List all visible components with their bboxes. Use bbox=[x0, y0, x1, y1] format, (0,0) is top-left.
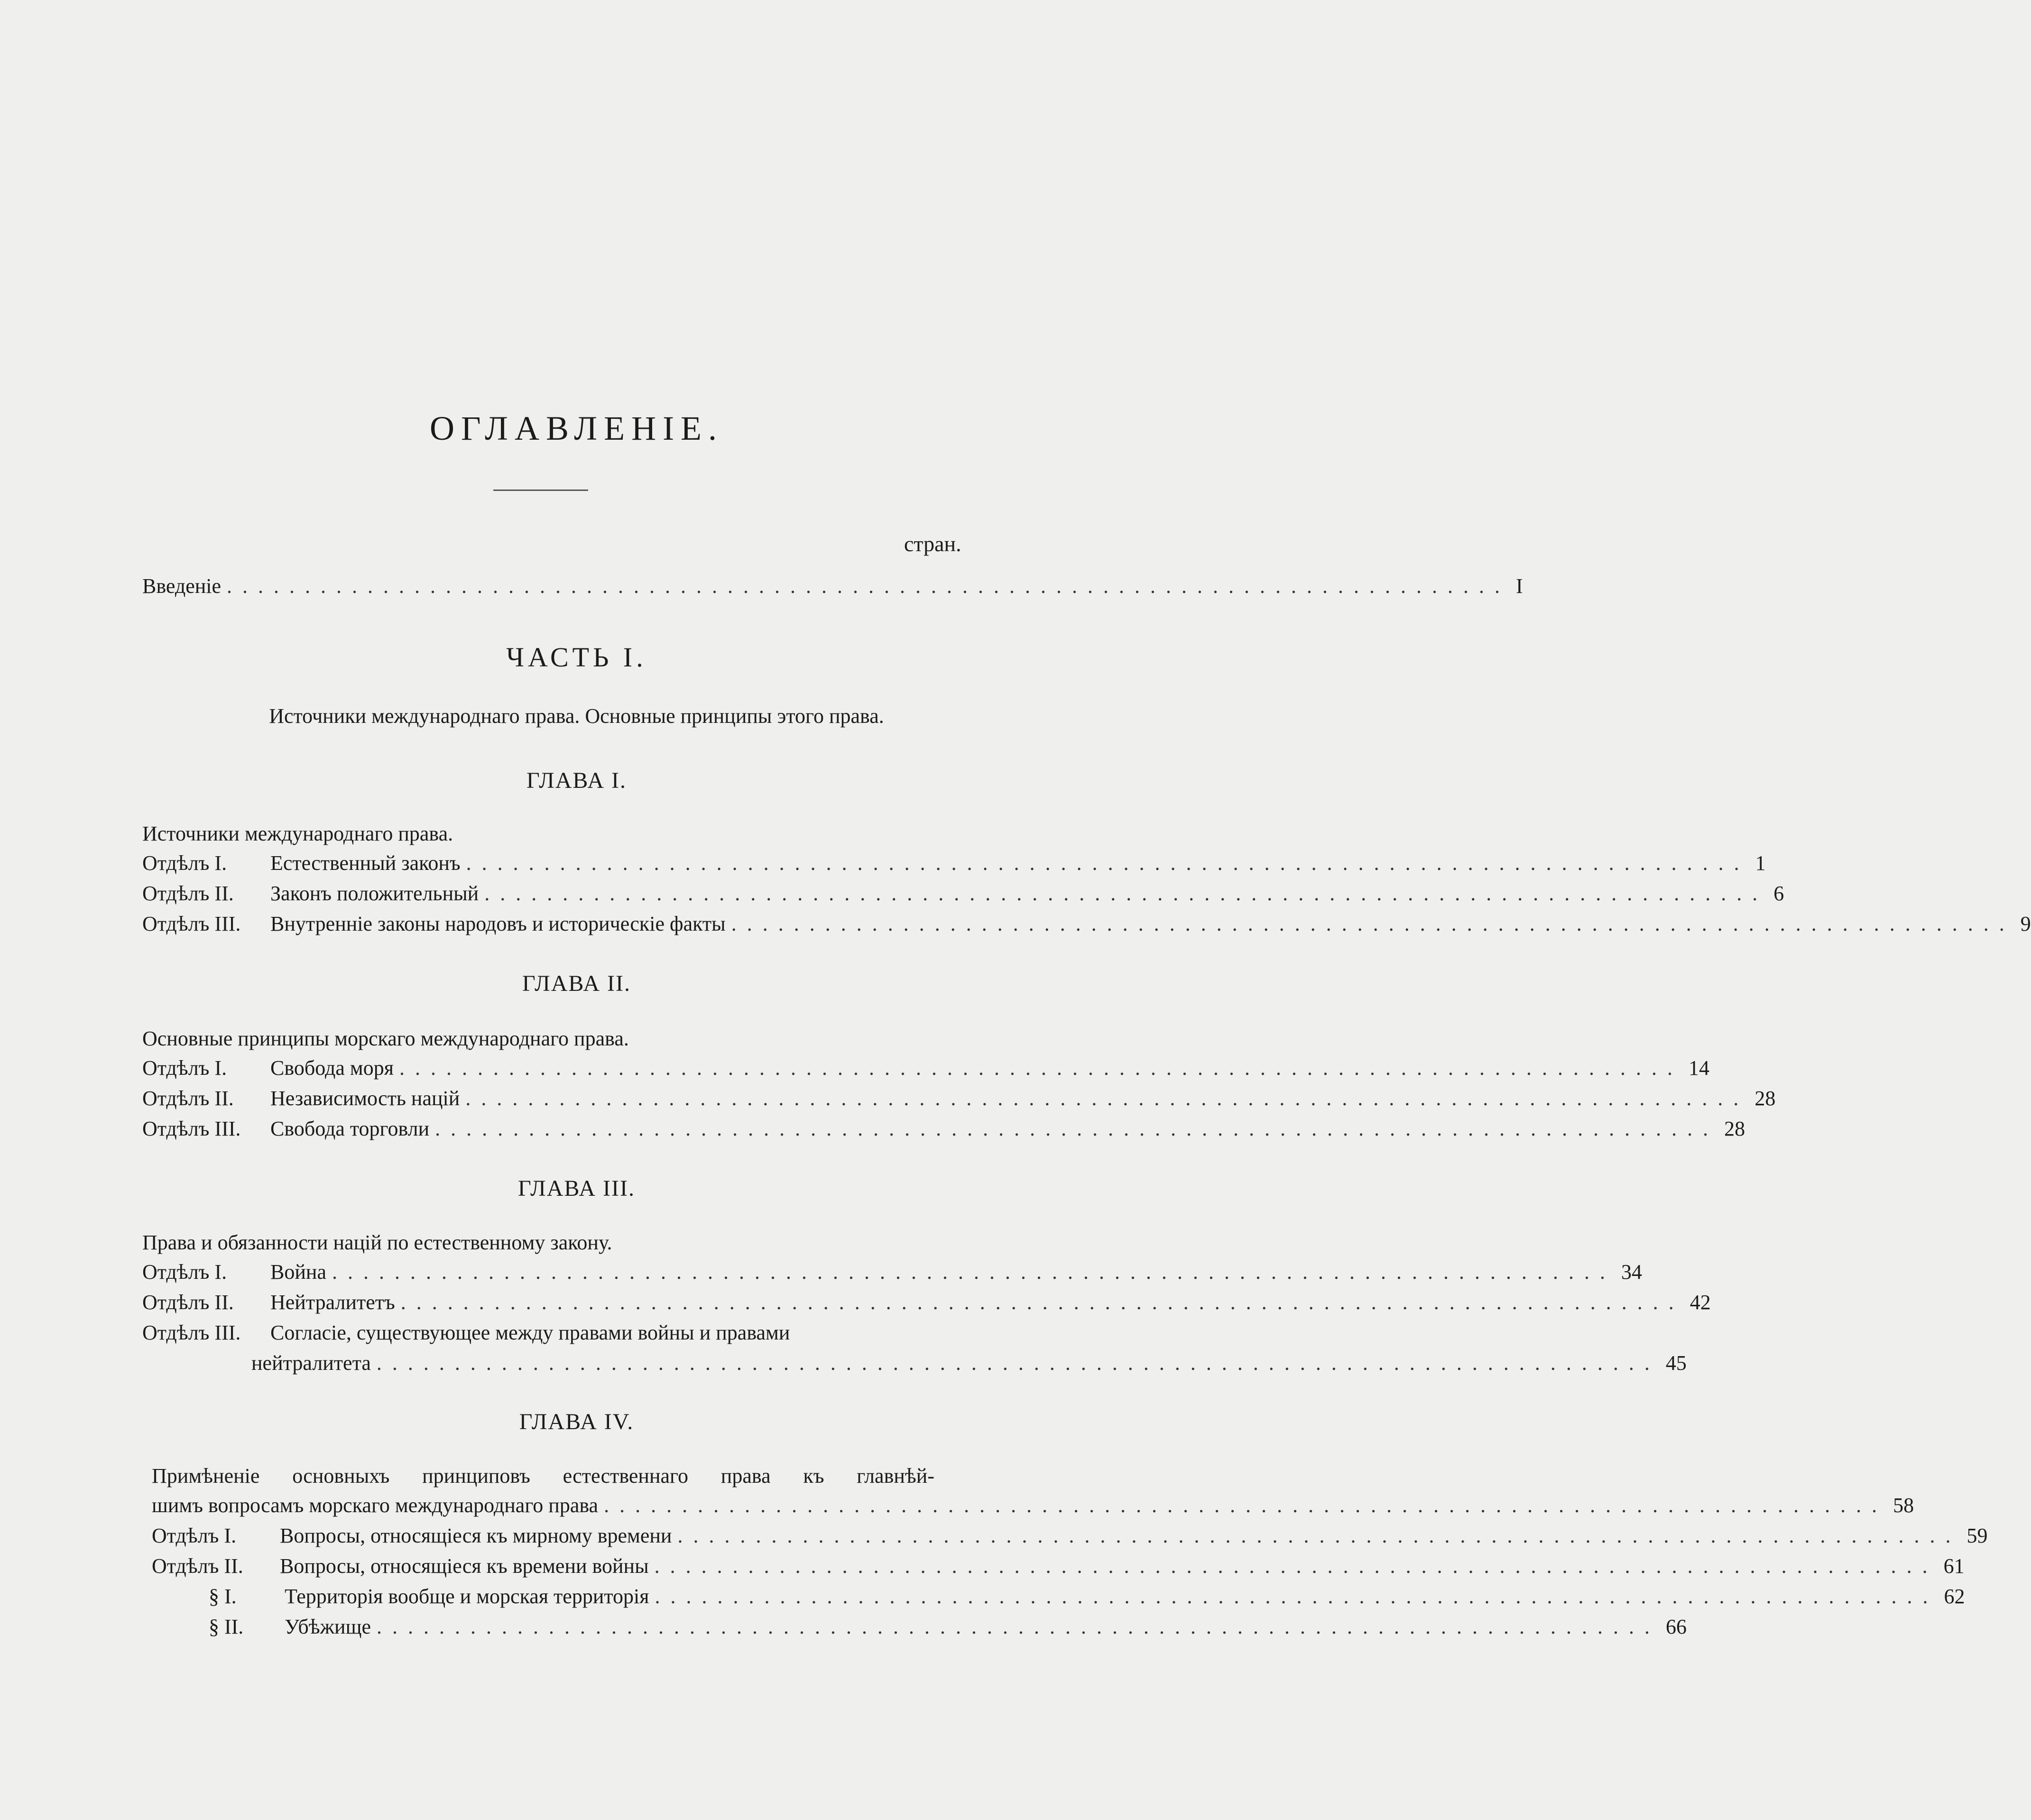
leader-dots: .................................................................................. bbox=[376, 1351, 1660, 1375]
chapter-title: ГЛАВА I. bbox=[526, 768, 627, 793]
toc-entry bbox=[152, 1554, 1965, 1582]
leader-dots: .................................................................................. bbox=[655, 1585, 1939, 1608]
entry-text: шимъ вопросамъ морскаго международнаго права bbox=[152, 1494, 599, 1517]
entry-prefix: § II. bbox=[209, 1615, 244, 1638]
leader-dots: .................................................................................. bbox=[465, 1087, 1749, 1110]
toc-entry bbox=[142, 1290, 1711, 1319]
entry-text: Война bbox=[270, 1260, 326, 1284]
toc-entry bbox=[142, 1260, 1642, 1288]
entry-page: 58 bbox=[1893, 1494, 1914, 1517]
title-rule bbox=[493, 490, 588, 491]
entry-text: Согласіе, существующее между правами войны и правами bbox=[270, 1321, 790, 1344]
entry-page: 45 bbox=[1665, 1351, 1687, 1375]
entry-text: Внутренніе законы народовъ и историческіе факты bbox=[270, 912, 726, 935]
entry-prefix: Отдѣлъ III. bbox=[142, 1117, 241, 1140]
toc-entry bbox=[142, 1056, 1709, 1084]
leader-dots: .................................................................................. bbox=[484, 882, 1768, 905]
toc-entry bbox=[142, 1321, 977, 1349]
entry-text: Убѣжище bbox=[285, 1615, 371, 1638]
entry-prefix: Отдѣлъ II. bbox=[142, 1087, 234, 1110]
chapter-title: ГЛАВА IV. bbox=[519, 1409, 634, 1434]
toc-sub-entry bbox=[209, 1615, 1687, 1643]
part-subtitle: Источники международнаго права. Основные принципы этого права. bbox=[269, 704, 884, 728]
entry-page: 1 bbox=[1755, 851, 1766, 875]
entry-text: Свобода моря bbox=[270, 1056, 394, 1080]
toc-entry bbox=[152, 1493, 1914, 1522]
entry-text: нейтралитета bbox=[251, 1351, 371, 1375]
entry-text: Территорія вообще и морская территорія bbox=[285, 1585, 649, 1608]
leader-dots: .................................................................................. bbox=[604, 1494, 1888, 1517]
toc-sub-entry bbox=[209, 1584, 1965, 1613]
leader-dots: .................................................................................. bbox=[731, 912, 2015, 935]
toc-entry bbox=[142, 1086, 1776, 1115]
leader-dots: .................................................................................. bbox=[654, 1554, 1938, 1578]
leader-dots: .................................................................................. bbox=[227, 574, 1511, 598]
entry-text: Свобода торговли bbox=[270, 1117, 430, 1140]
leader-dots: .................................................................................. bbox=[677, 1524, 1961, 1547]
entry-page: 28 bbox=[1754, 1087, 1776, 1110]
entry-page: 62 bbox=[1944, 1585, 1965, 1608]
entry-text: Законъ положительный bbox=[270, 882, 479, 905]
entry-text: Введеніе bbox=[142, 574, 222, 598]
entry-prefix: Отдѣлъ I. bbox=[142, 1260, 227, 1284]
pages-column-label: стран. bbox=[904, 532, 961, 556]
chapter-title: ГЛАВА II. bbox=[522, 971, 631, 996]
entry-prefix: § I. bbox=[209, 1585, 237, 1608]
toc-entry bbox=[142, 1117, 1745, 1145]
leader-dots: .................................................................................. bbox=[399, 1056, 1683, 1080]
entry-page: I bbox=[1516, 574, 1523, 598]
chapter-heading: Источники международнаго права. bbox=[142, 822, 453, 845]
leader-dots: .................................................................................. bbox=[377, 1615, 1661, 1638]
entry-prefix: Отдѣлъ I. bbox=[152, 1524, 237, 1547]
entry-page: 9 bbox=[2020, 912, 2031, 935]
entry-text: Независимость націй bbox=[270, 1087, 460, 1110]
chapter-title: ГЛАВА III. bbox=[518, 1176, 635, 1201]
entry-page: 61 bbox=[1943, 1554, 1965, 1578]
entry-page: 14 bbox=[1688, 1056, 1709, 1080]
page-title: ОГЛАВЛЕНІЕ. bbox=[429, 409, 724, 447]
entry-page: 59 bbox=[1966, 1524, 1988, 1547]
toc-entry bbox=[152, 1524, 1988, 1552]
toc-entry-intro bbox=[142, 574, 1523, 602]
toc-entry-continuation bbox=[251, 1351, 1687, 1379]
entry-prefix: Отдѣлъ III. bbox=[142, 1321, 241, 1344]
chapter-heading: Примѣненіе основныхъ принциповъ естественнаго права къ главнѣй- bbox=[152, 1464, 934, 1487]
chapter-heading: Права и обязанности націй по естественному закону. bbox=[142, 1231, 612, 1254]
entry-prefix: Отдѣлъ II. bbox=[142, 882, 234, 905]
entry-prefix: Отдѣлъ II. bbox=[142, 1291, 234, 1314]
toc-entry bbox=[142, 912, 2031, 940]
leader-dots: .................................................................................. bbox=[400, 1291, 1684, 1314]
entry-prefix: Отдѣлъ III. bbox=[142, 912, 241, 935]
entry-prefix: Отдѣлъ I. bbox=[142, 1056, 227, 1080]
entry-prefix: Отдѣлъ I. bbox=[142, 851, 227, 875]
part-title: ЧАСТЬ I. bbox=[506, 642, 647, 673]
leader-dots: .................................................................................. bbox=[435, 1117, 1719, 1140]
entry-prefix: Отдѣлъ II. bbox=[152, 1554, 243, 1578]
toc-entry bbox=[142, 881, 1784, 910]
entry-text: Вопросы, относящіеся къ времени войны bbox=[280, 1554, 649, 1578]
entry-page: 34 bbox=[1621, 1260, 1642, 1284]
leader-dots: .................................................................................. bbox=[332, 1260, 1616, 1284]
chapter-heading: Основные принципы морскаго международнаго права. bbox=[142, 1027, 629, 1050]
toc-entry bbox=[142, 851, 1766, 879]
leader-dots: .................................................................................. bbox=[466, 851, 1750, 875]
entry-text: Нейтралитетъ bbox=[270, 1291, 395, 1314]
entry-text: Вопросы, относящіеся къ мирному времени bbox=[280, 1524, 672, 1547]
entry-text: Естественный законъ bbox=[270, 851, 461, 875]
entry-page: 28 bbox=[1724, 1117, 1745, 1140]
entry-page: 66 bbox=[1666, 1615, 1687, 1638]
entry-page: 42 bbox=[1689, 1291, 1711, 1314]
entry-page: 6 bbox=[1773, 882, 1784, 905]
